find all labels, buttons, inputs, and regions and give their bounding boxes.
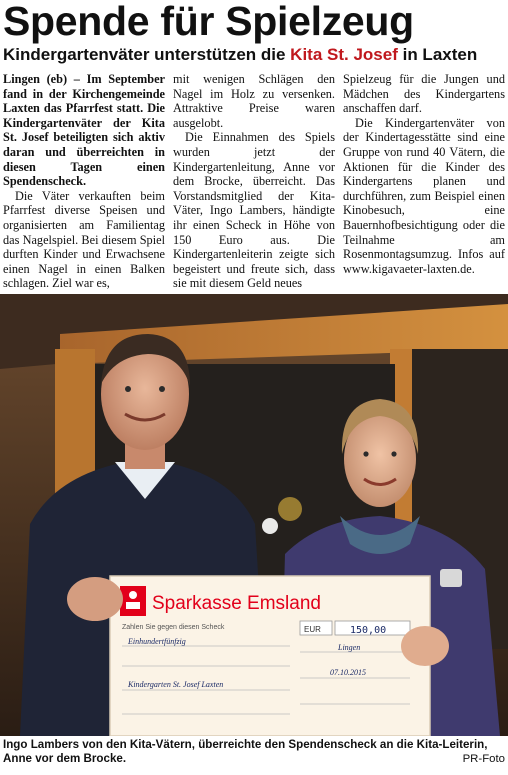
cheque-payee: Kindergarten St. Josef Laxten <box>128 680 224 689</box>
news-photo <box>0 294 508 736</box>
toy-bee <box>278 497 302 521</box>
cheque-instruction: Zahlen Sie gegen diesen Scheck <box>122 624 225 631</box>
cheque-amount-text: Einhundertfünfzig <box>128 637 186 646</box>
jacket-logo <box>440 569 462 587</box>
paragraph: Die Kindergartenväter von der Kindertagesstätte sind eine Gruppe von rund 40 Vätern, die Aktionen für die Kinder des Kindergartens planen und durchführen, zum Beispiel einen Kinobesuch, eine Bauernhofbesichtigung oder die Teilnahme am Rosenmontagsumzug. Infos auf www.kigavaeter-laxten.de. <box>343 115 505 276</box>
subhead-highlight: Kita St. Josef <box>290 45 398 64</box>
subhead-text: Kindergartenväter unterstützen die <box>3 45 291 64</box>
man-hand <box>67 577 123 621</box>
bank-name: Sparkasse Emsland <box>152 593 321 614</box>
photo-credit: PR-Foto <box>462 753 505 765</box>
column-3 <box>343 72 505 294</box>
photo-illustration <box>0 294 508 736</box>
man-eye <box>159 386 165 392</box>
cheque-date: 07.10.2015 <box>330 668 366 677</box>
article-body <box>3 72 505 294</box>
woman-eye <box>363 451 368 456</box>
sparkasse-logo-dot <box>129 591 137 599</box>
man-eye <box>125 386 131 392</box>
paragraph: Spielzeug für die Jungen und Mädchen des Kindergartens anschaffen darf. <box>343 72 505 116</box>
cheque-amount: 150,00 <box>350 625 387 636</box>
cheque-place: Lingen <box>338 643 361 652</box>
woman-hand <box>401 626 449 666</box>
subheadline <box>0 45 508 65</box>
donation-cheque <box>110 576 430 736</box>
cheque-currency: EUR <box>304 625 321 634</box>
paragraph: Die Väter verkauften beim Pfarrfest diverse Speisen und organisierten am Familientag das Nagelspiel. Bei diesem Spiel durften Kinder und Erwachsene einen Nagel in einen Balken schlagen. Ziel war es, <box>3 188 165 291</box>
paragraph: Die Einnahmen des Spiels wurden jetzt der Kindergartenleitung, Anne vor dem Brocke, überreicht. Das Vorstandsmitglied der Kita-Väter, Ingo Lambers, händigte ihr einen Scheck in Höhe von 150 Euro aus. Die Kindergartenleiterin zeigte sich begeistert und freute sich, dass sie mit diesem Geld neues <box>173 130 335 291</box>
headline: Spende für Spielzeug <box>3 0 414 44</box>
light-reflection <box>262 518 278 534</box>
column-1 <box>3 72 165 294</box>
lead-paragraph: Lingen (eb) – Im September fand in der Kirchengemeinde Laxten das Pfarrfest statt. Die Kindergartenväter der Kita St. Josef beteiligten sich aktiv daran und überreichten in diesen Tagen einen Spendenscheck. <box>3 72 165 189</box>
column-2 <box>173 72 335 294</box>
sparkasse-logo <box>120 586 146 616</box>
paragraph: mit wenigen Schlägen den Nagel im Holz zu versenken. Attraktive Preise waren ausgelobt. <box>173 72 335 130</box>
subhead-text-end: in Laxten <box>397 45 478 64</box>
woman-eye <box>391 451 396 456</box>
photo-caption: Ingo Lambers von den Kita-Vätern, überreichte den Spendenscheck an die Kita-Leiterin, Anne vor dem Brocke. <box>3 738 488 765</box>
sparkasse-logo-bar <box>126 602 140 609</box>
